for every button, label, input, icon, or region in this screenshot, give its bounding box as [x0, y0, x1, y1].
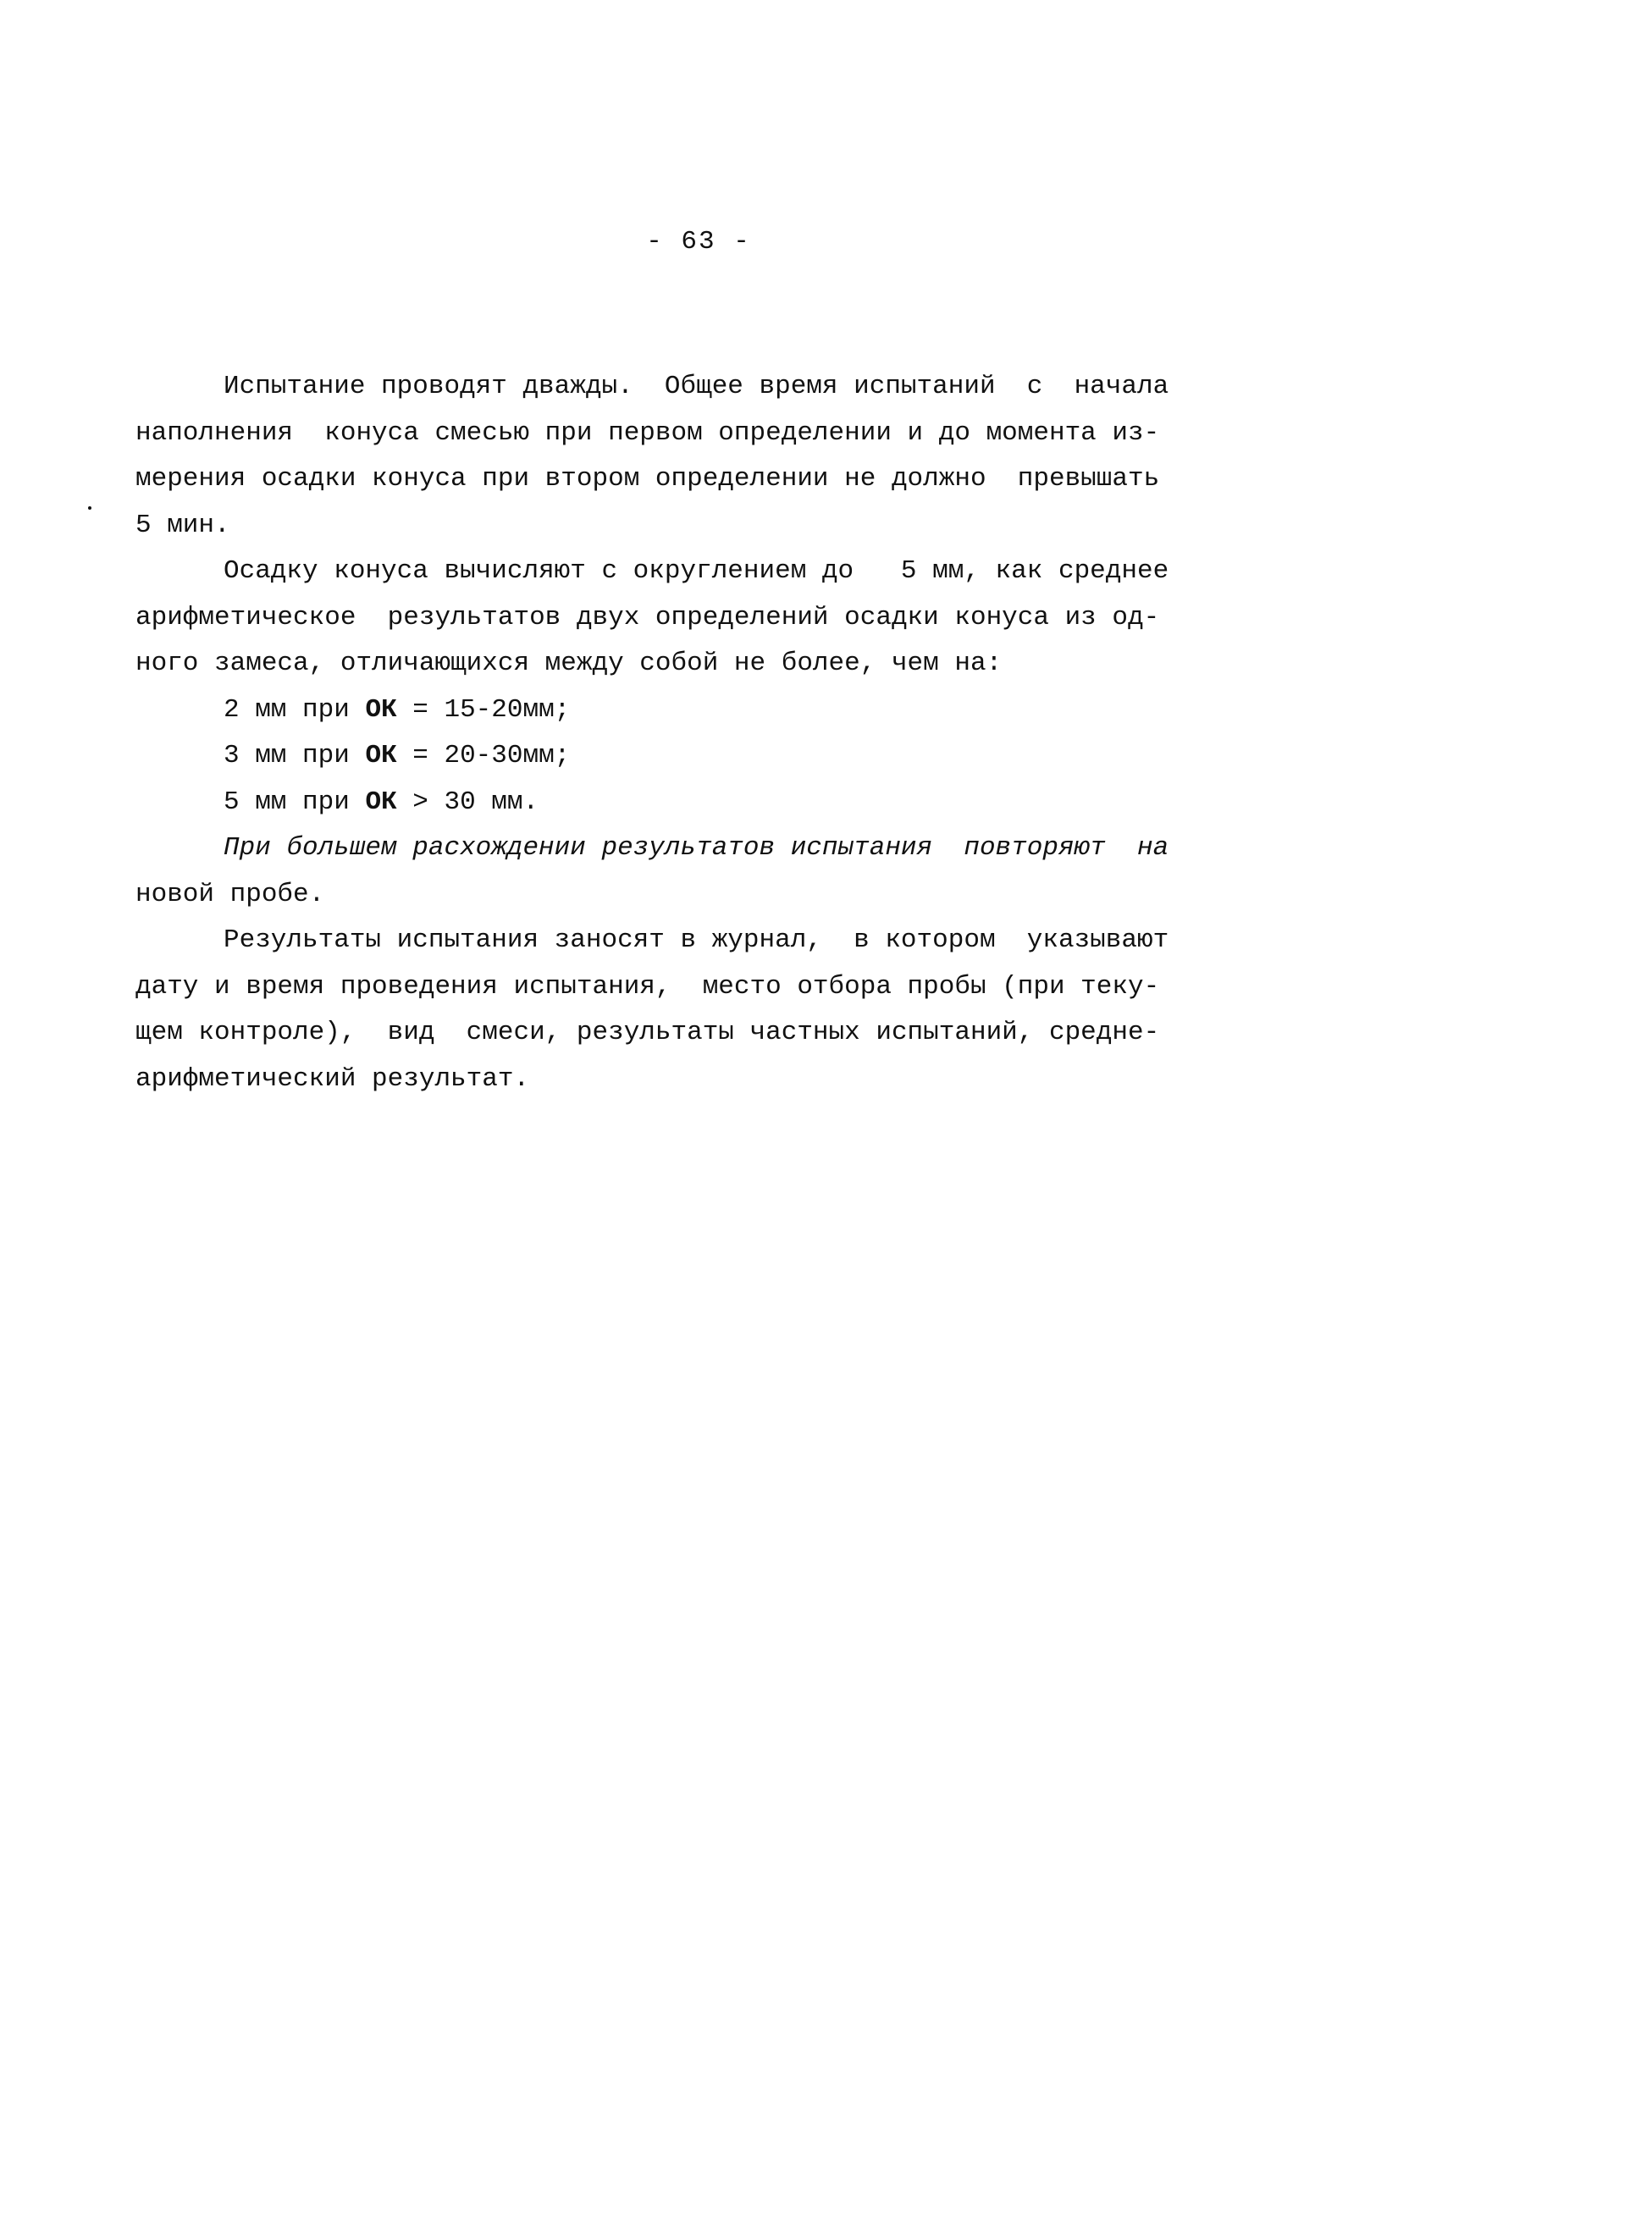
list-item-3-post: > 30 мм. — [396, 787, 539, 817]
list-item-2-post: = 20-30мм; — [396, 741, 571, 770]
list-item-1-abbr: ОК — [365, 694, 397, 725]
list-item-1-post: = 15-20мм; — [396, 694, 571, 725]
list-item-1 — [135, 687, 1304, 734]
paragraph-4-line-1: Результаты испытания заносят в журнал, в котором указывают — [224, 925, 1169, 955]
list-item-1-pre: 2 мм при — [224, 694, 366, 725]
scan-speck — [88, 506, 91, 510]
paragraph-1-line-1: Испытание проводят дважды. Общее время испытаний с начала — [224, 372, 1169, 401]
paragraph-4-line-3: щем контроле), вид смеси, результаты частных испытаний, средне- — [135, 1018, 1160, 1047]
list-item-3-abbr: ОК — [365, 787, 397, 817]
paragraph-3-line-2: новой пробе. — [135, 879, 325, 909]
list-item-2 — [135, 733, 1304, 780]
paragraph-2-line-2: арифметическое результатов двух определений осадки конуса из од- — [135, 602, 1160, 632]
paragraph-3-line-1: При большем расхождении результатов испытания повторяют на — [224, 833, 1169, 863]
paragraph-4-line-4: арифметический результат. — [135, 1063, 530, 1094]
paragraph-2-line-1: Осадку конуса вычисляют с округлением до 5 мм, как среднее — [224, 556, 1169, 586]
paragraph-4-line-2: дату и время проведения испытания, место отбора пробы (при теку- — [135, 971, 1160, 1002]
page-number: - 63 - — [646, 227, 751, 257]
list-item-3 — [135, 780, 1304, 826]
body-text — [135, 364, 1304, 1102]
list-item-2-pre: 3 мм при — [224, 741, 366, 770]
paragraph-1-line-2: наполнения конуса смесью при первом определении и до момента из- — [135, 417, 1160, 448]
paragraph-2-line-3: ного замеса, отличающихся между собой не более, чем на: — [135, 649, 1003, 678]
paragraph-1-line-4: 5 мин. — [135, 510, 230, 540]
list-item-3-pre: 5 мм при — [224, 787, 366, 817]
list-item-2-abbr: ОК — [365, 741, 397, 770]
paragraph-1-line-3: мерения осадки конуса при втором определении не должно превышать — [135, 464, 1160, 494]
